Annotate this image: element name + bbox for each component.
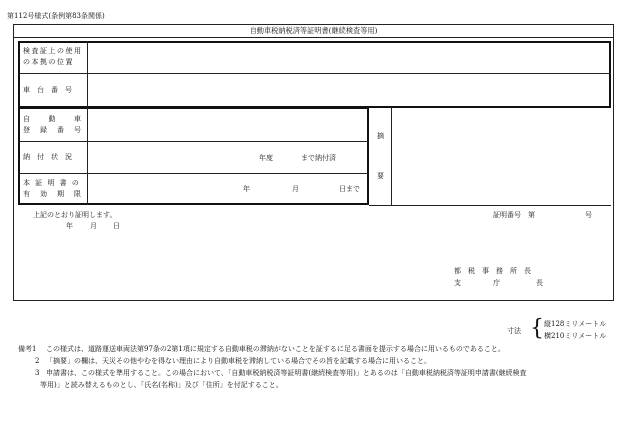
certificate-number-suffix: 号 [585,211,592,219]
validity-month-label: 月 [292,185,299,193]
remarks-label-bottom: 要 [377,172,384,180]
date-day-label: 日 [113,222,120,230]
remarks-divider [391,107,392,205]
date-year-label: 年 [66,222,73,230]
label-column-divider [87,107,88,205]
branch-label: 支 [454,279,461,287]
branch-chief-label: 長 [536,279,543,287]
size-width: 横210ミリメートル [544,332,607,340]
note-2: 「摘要」の欄は、天災その他やむを得ない理由により自動車税を滞納している場合でその旨を記載する場合に用いること。 [46,357,431,365]
validity-day-label: 日まで [339,185,360,193]
remarks-label-top: 摘 [377,132,384,140]
size-height: 縦128ミリメートル [544,320,607,328]
note-1: この様式は、道路運送車両法第97条の2第1項に規定する自動車税の滞納がないことを証するに足る書面を提示する場合に用いるものであること。 [46,345,505,353]
form-number: 第112号様式(条例第83条関係) [7,12,105,20]
notes-prefix: 備考1 [18,345,37,353]
validity-year-label: 年 [243,185,250,193]
vehicle-number-label: 車 台 番 号 [23,86,72,94]
form-title: 自動車税納税済等証明書(継続検査等用) [249,26,378,35]
office-chief-label: 都 税 事 務 所 長 [454,267,531,275]
location-label: 検査証上の使用 の本拠の位置 [23,47,83,66]
row-divider [18,173,369,174]
row-divider [18,73,611,74]
row-divider [18,141,369,142]
certify-text: 上記のとおり証明します。 [33,211,117,219]
note-2-number: 2 [35,357,40,365]
size-brace: { [530,316,544,341]
payment-paid-until-label: まで納付済 [301,154,336,162]
branch-office-label: 庁 [493,279,500,287]
note-3-line-2: 等用)」と読み替えるものとし、「氏名(名称)」及び「住所」を付記すること。 [40,381,283,389]
registration-number-label: 自 動 車 登 録 番 号 [23,115,83,134]
note-3-line-1: 申請書は、この様式を準用すること。この場合において、「自動車税納税済等証明書(継続検査等用)」とあるのは「自動車税納税済等証明申請書(継続検査 [46,369,527,377]
upper-info-block [18,41,611,108]
remarks-bottom-line [369,205,611,206]
payment-status-label: 納 付 状 況 [23,153,72,161]
title-divider [13,37,614,38]
label-column-divider [87,41,88,108]
size-label: 寸法 [507,327,521,335]
note-3-number: 3 [35,369,40,377]
certificate-number-label: 証明番号 第 [493,211,535,219]
validity-label: 本 証 明 書 の 有 効 期 限 [23,179,83,198]
payment-year-label: 年度 [259,154,273,162]
date-month-label: 月 [90,222,97,230]
